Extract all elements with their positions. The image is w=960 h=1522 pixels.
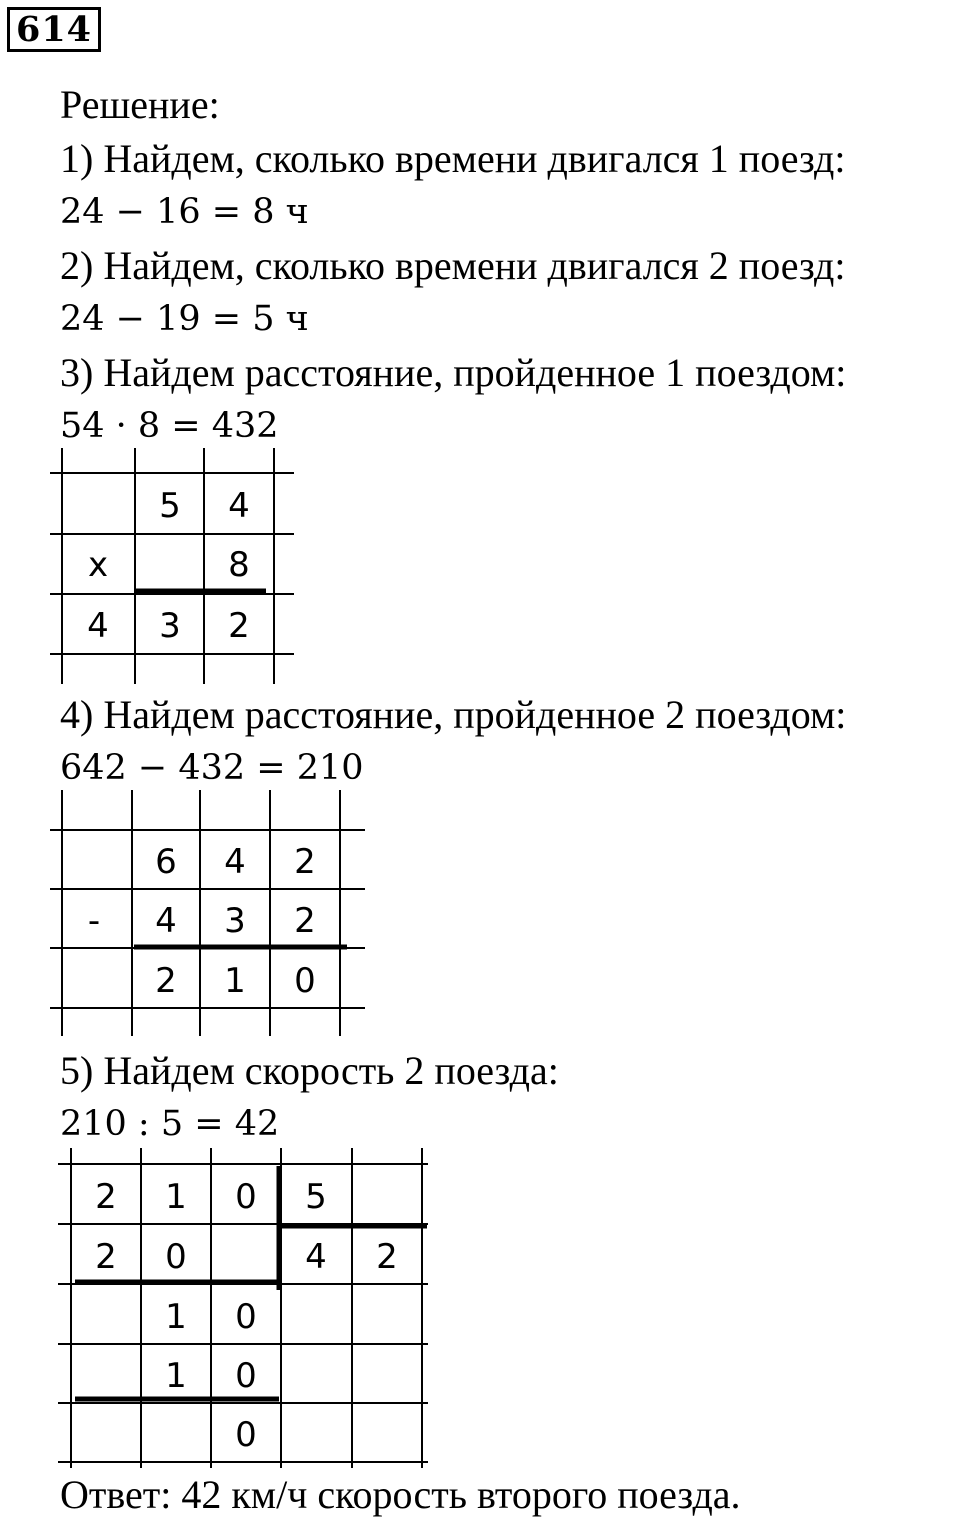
- div-cell-r1c2: 1: [165, 1177, 187, 1217]
- step-3-text: 3) Найдем расстояние, пройденное 1 поездом:: [60, 350, 847, 395]
- div-cell-r2c4: 4: [305, 1237, 327, 1277]
- sub-cell-r3c4: 0: [294, 961, 316, 1001]
- sub-cell-r3c3: 1: [224, 961, 246, 1001]
- div-cell-r4c2: 1: [165, 1356, 187, 1396]
- sub-cell-r3c2: 2: [155, 961, 177, 1001]
- div-cell-r2c5: 2: [376, 1237, 398, 1277]
- step-4-text: 4) Найдем расстояние, пройденное 2 поездом:: [60, 692, 847, 737]
- subtraction-column-grid: [50, 790, 380, 1040]
- step-4-expression: 642 − 432 = 210: [60, 748, 364, 788]
- step-2-expression: 24 − 19 = 5 ч: [60, 299, 309, 339]
- div-cell-r3c3: 0: [235, 1297, 257, 1337]
- div-cell-r1c1: 2: [95, 1177, 117, 1217]
- sub-cell-r2c2: 4: [155, 901, 177, 941]
- sub-cell-r2c3: 3: [224, 901, 246, 941]
- mult-cell-r3c1: 4: [87, 606, 109, 646]
- sub-cell-r1c3: 4: [224, 842, 246, 882]
- step-2-text: 2) Найдем, сколько времени двигался 2 поезд:: [60, 243, 846, 288]
- mult-cell-r2c3: 8: [228, 545, 250, 585]
- step-1-expression: 24 − 16 = 8 ч: [60, 192, 309, 232]
- mult-cell-r1c2: 5: [159, 486, 181, 526]
- step-1-text: 1) Найдем, сколько времени двигался 1 поезд:: [60, 136, 846, 181]
- div-cell-r1c3: 0: [235, 1177, 257, 1217]
- div-cell-r3c2: 1: [165, 1297, 187, 1337]
- mult-cell-r2c1: x: [87, 545, 109, 585]
- step-5-expression: 210 : 5 = 42: [60, 1104, 280, 1144]
- long-division-grid: [50, 1148, 440, 1478]
- mult-cell-r3c3: 2: [228, 606, 250, 646]
- mult-cell-r1c3: 4: [228, 486, 250, 526]
- div-cell-r1c4: 5: [305, 1177, 327, 1217]
- div-cell-r5c3: 0: [235, 1415, 257, 1455]
- sub-cell-r1c4: 2: [294, 842, 316, 882]
- step-5-text: 5) Найдем скорость 2 поезда:: [60, 1048, 559, 1093]
- solution-heading: Решение:: [60, 82, 220, 127]
- sub-cell-r2c1: -: [87, 901, 101, 941]
- div-cell-r2c1: 2: [95, 1237, 117, 1277]
- div-cell-r2c2: 0: [165, 1237, 187, 1277]
- step-3-expression: 54 · 8 = 432: [60, 406, 279, 446]
- answer-text: Ответ: 42 км/ч скорость второго поезда.: [60, 1472, 741, 1517]
- div-cell-r4c3: 0: [235, 1356, 257, 1396]
- problem-number: 614: [7, 7, 101, 52]
- multiplication-column-grid: [50, 448, 310, 688]
- sub-cell-r2c4: 2: [294, 901, 316, 941]
- sub-cell-r1c2: 6: [155, 842, 177, 882]
- mult-cell-r3c2: 3: [159, 606, 181, 646]
